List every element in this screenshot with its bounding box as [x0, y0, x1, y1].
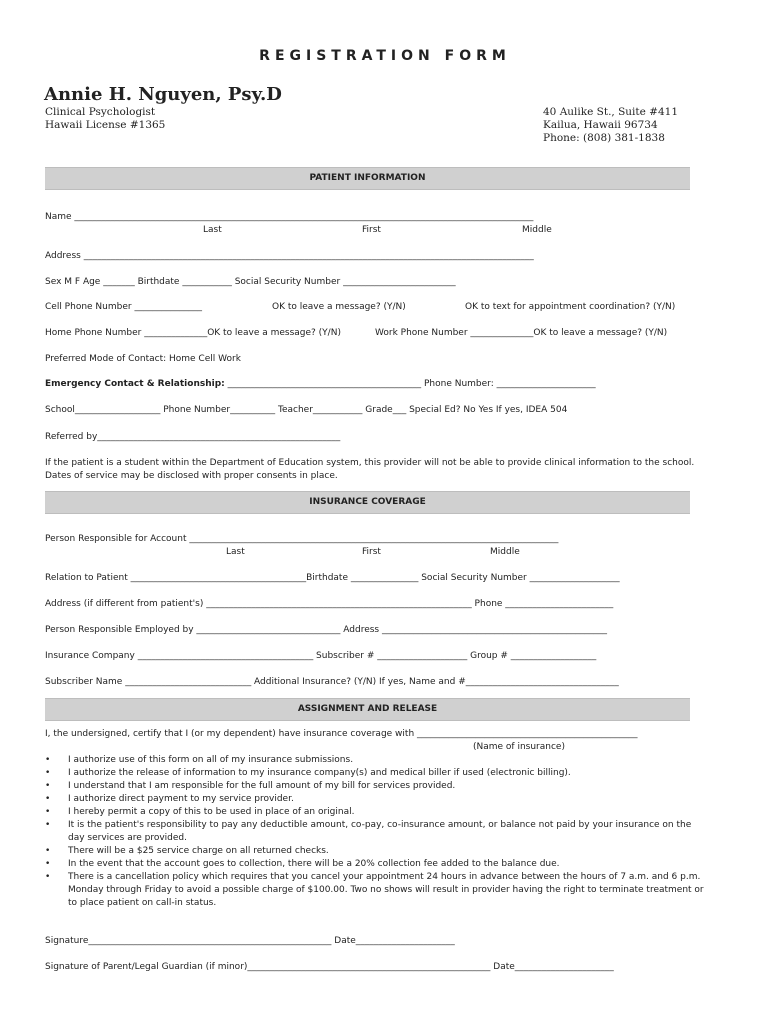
list-item: • I authorize the release of information to my insurance company(s) and medical biller if used (electronic billing).	[45, 767, 710, 780]
referred-by-field[interactable]: Referred by______________________________________________________	[45, 432, 341, 442]
subscriber-name-line[interactable]: Subscriber Name ____________________________ Additional Insurance? (Y/N) If yes, Name and #__________________________________	[45, 677, 619, 687]
emergency-contact-label: Emergency Contact & Relationship:	[45, 379, 225, 389]
work-phone-field[interactable]: Work Phone Number ______________OK to leave a message? (Y/N)	[375, 328, 668, 338]
provider-address-line-2: Kailua, Hawaii 96734	[543, 119, 658, 131]
home-phone-field[interactable]: Home Phone Number ______________OK to leave a message? (Y/N)	[45, 328, 341, 338]
label-middle: Middle	[522, 225, 552, 235]
cell-ok-message: OK to leave a message? (Y/N)	[272, 302, 406, 312]
provider-license: Hawaii License #1365	[45, 119, 166, 131]
section-header-insurance: INSURANCE COVERAGE	[45, 491, 690, 514]
preferred-contact-mode[interactable]: Preferred Mode of Contact: Home Cell Work	[45, 354, 241, 364]
section-header-assignment: ASSIGNMENT AND RELEASE	[45, 698, 690, 721]
provider-role: Clinical Psychologist	[45, 106, 156, 118]
terms-list	[45, 754, 710, 910]
form-title: REGISTRATION FORM	[259, 48, 511, 64]
insured-address-phone-line[interactable]: Address (if different from patient's) ___________________________________________________________ Phone ________________________	[45, 599, 614, 609]
list-item: • I authorize use of this form on all of my insurance submissions.	[45, 754, 710, 767]
responsible-party-field[interactable]: Person Responsible for Account __________________________________________________________________________________	[45, 534, 559, 544]
list-item: • I understand that I am responsible for the full amount of my bill for services provided.	[45, 780, 710, 793]
patient-name-field[interactable]: Name ______________________________________________________________________________________________________	[45, 212, 534, 222]
label-first-insured: First	[362, 547, 381, 557]
label-last-insured: Last	[226, 547, 245, 557]
label-first: First	[362, 225, 381, 235]
employer-address-line[interactable]: Person Responsible Employed by ________________________________ Address __________________________________________________	[45, 625, 607, 635]
label-middle-insured: Middle	[490, 547, 520, 557]
signature-field[interactable]: Signature______________________________________________________ Date______________________	[45, 936, 455, 946]
school-info-line[interactable]: School___________________ Phone Number__________ Teacher___________ Grade___ Special Ed? No Yes If yes, IDEA 504	[45, 405, 568, 415]
insurance-company-line[interactable]: Insurance Company _______________________________________ Subscriber # ____________________ Group # ___________________	[45, 651, 597, 661]
provider-address-line-1: 40 Aulike St., Suite #411	[543, 106, 679, 118]
emergency-contact-line[interactable]: ___________________________________________ Phone Number: ______________________	[224, 379, 596, 389]
list-item: • In the event that the account goes to collection, there will be a 20% collection fee added to the balance due.	[45, 858, 710, 871]
relation-birthdate-ssn-line[interactable]: Relation to Patient _______________________________________Birthdate _______________ Social Security Number ____________________	[45, 573, 620, 583]
emergency-contact-field[interactable]	[45, 379, 596, 389]
cell-ok-text: OK to text for appointment coordination? (Y/N)	[465, 302, 676, 312]
label-name-of-insurance: (Name of insurance)	[473, 742, 565, 752]
doe-notice: If the patient is a student within the Department of Education system, this provider will not be able to provide clinical information to the school. Dates of service may be disclosed with proper consents in place.	[45, 458, 695, 481]
list-item: • I authorize direct payment to my service provider.	[45, 793, 710, 806]
cell-phone-field[interactable]: Cell Phone Number _______________	[45, 302, 202, 312]
provider-phone: Phone: (808) 381-1838	[543, 132, 665, 144]
list-item: • I hereby permit a copy of this to be used in place of an original.	[45, 806, 710, 819]
label-last: Last	[203, 225, 222, 235]
certify-coverage-line[interactable]: I, the undersigned, certify that I (or my dependent) have insurance coverage with _________________________________________________	[45, 729, 638, 739]
section-header-patient: PATIENT INFORMATION	[45, 167, 690, 190]
patient-demographics-line[interactable]: Sex M F Age _______ Birthdate ___________ Social Security Number _________________________	[45, 277, 456, 287]
list-item: • It is the patient's responsibility to pay any deductible amount, co-pay, co-insurance amount, or balance not paid by your insurance on the day services are provided.	[45, 819, 710, 845]
patient-address-field[interactable]: Address ____________________________________________________________________________________________________	[45, 251, 534, 261]
provider-name: Annie H. Nguyen, Psy.D	[44, 84, 282, 105]
list-item: • There will be a $25 service charge on all returned checks.	[45, 845, 710, 858]
list-item: • There is a cancellation policy which requires that you cancel your appointment 24 hours in advance between the hours of 7 a.m. and 6 p.m. Monday through Friday to avoid a possible charge of $100.00. Two no shows will result in provider having the right to terminate treatment or to place patient on call-in status.	[45, 871, 710, 910]
guardian-signature-field[interactable]: Signature of Parent/Legal Guardian (if minor)______________________________________________________ Date______________________	[45, 962, 614, 972]
